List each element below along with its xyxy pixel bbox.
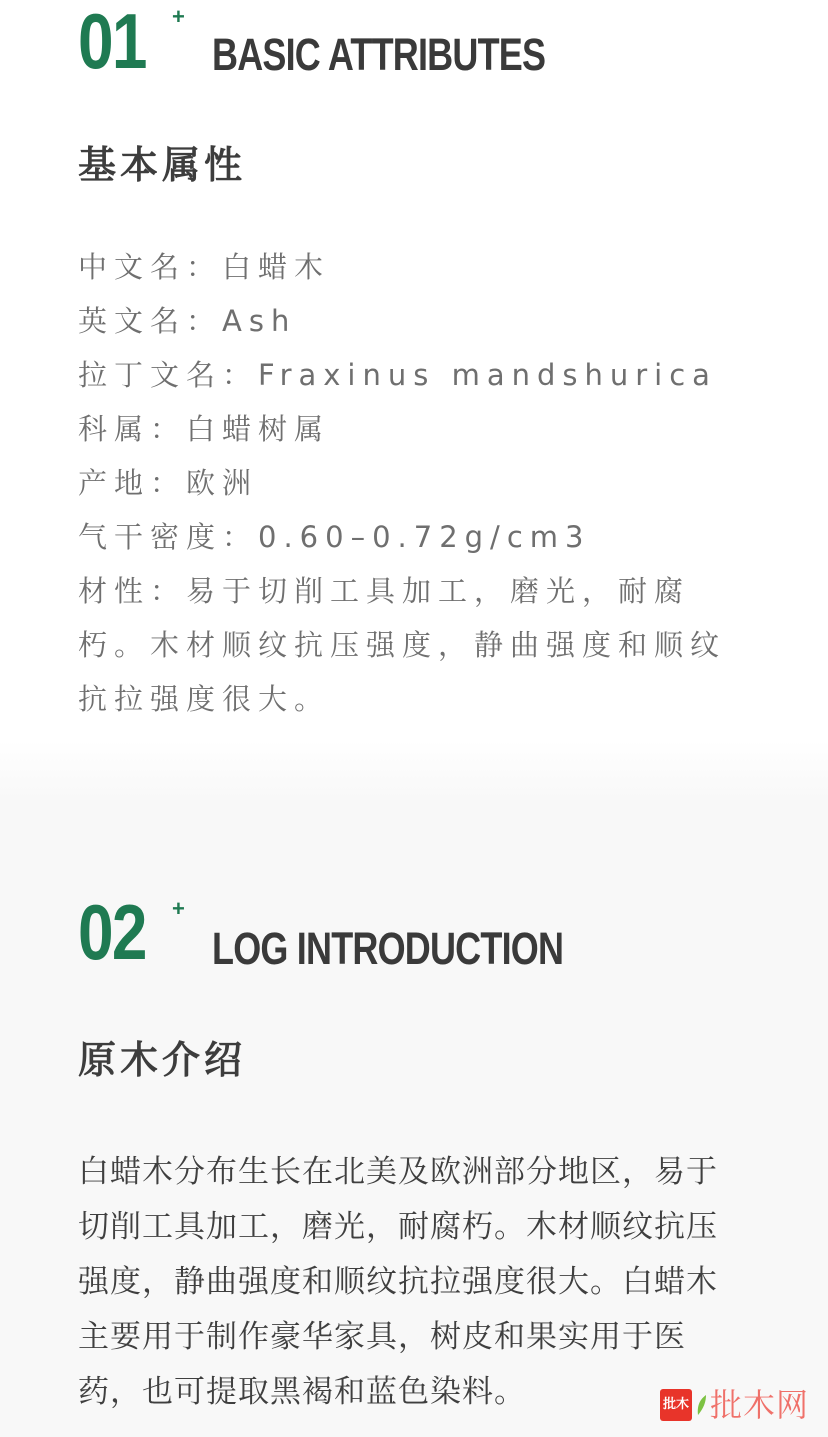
watermark-logo: 批木 — [660, 1389, 692, 1421]
section-number: 02 — [78, 888, 146, 976]
watermark — [660, 1388, 809, 1422]
attribute-list — [78, 240, 738, 726]
section-title: BASIC ATTRIBUTES — [212, 29, 546, 80]
intro-paragraph: 白蜡木分布生长在北美及欧洲部分地区，易于切削工具加工，磨光，耐腐朽。木材顺纹抗压强度，静曲强度和顺纹抗拉强度很大。白蜡木主要用于制作豪华家具，树皮和果实用于医药，也可提取黑褐和蓝色染料。 — [78, 1154, 718, 1410]
attribute-family: 科属：白蜡树属 — [78, 412, 331, 446]
attribute-density: 气干密度：0.60–0.72g/cm3 — [78, 520, 591, 554]
attribute-latin-name: 拉丁文名：Fraxinus mandshurica — [78, 358, 717, 392]
section-heading: 基本属性 — [78, 143, 247, 187]
attribute-chinese-name: 中文名：白蜡木 — [78, 250, 331, 284]
leaf-icon — [696, 1394, 708, 1416]
section-heading: 原木介绍 — [78, 1038, 247, 1082]
attribute-properties: 材性：易于切削工具加工，磨光，耐腐朽。木材顺纹抗压强度，静曲强度和顺纹抗拉强度很大。 — [78, 574, 727, 716]
section-number: 01 — [78, 0, 146, 85]
plus-icon: + — [172, 4, 185, 29]
section-title: LOG INTRODUCTION — [212, 923, 564, 974]
plus-icon: + — [172, 896, 185, 921]
attribute-english-name: 英文名：Ash — [78, 304, 297, 338]
watermark-site-name: 批木网 — [710, 1386, 810, 1424]
attribute-origin: 产地：欧洲 — [78, 466, 259, 500]
